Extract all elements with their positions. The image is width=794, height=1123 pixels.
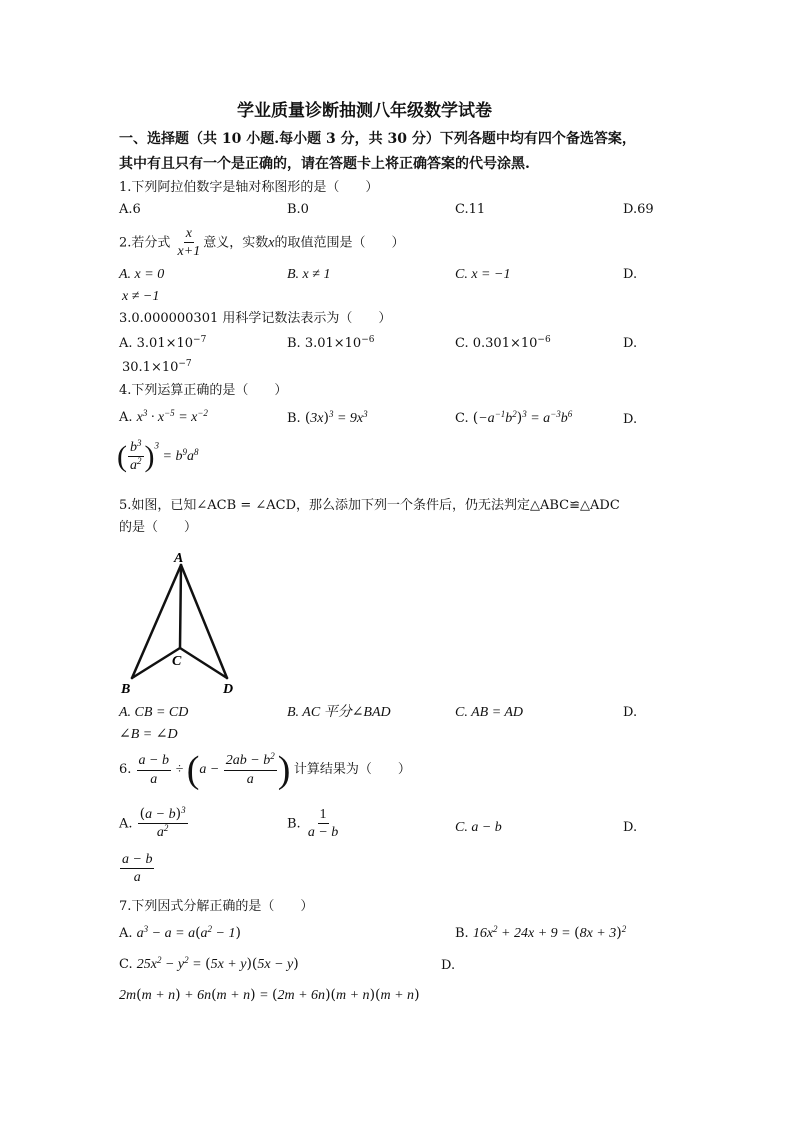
section-instructions-line1: 一、选择题（共 10 小题.每小题 3 分，共 30 分）下列各题中均有四个备选答案， [119, 131, 636, 147]
q4-option-c [455, 411, 572, 426]
q2-option-d-label: D. [623, 267, 638, 282]
q6-option-b-frac: $\frac{1}{a - b}$ [307, 807, 339, 841]
q4-option-a-formula: $x^3 \cdot x^{-5} = x^{-2}$ [136, 408, 208, 425]
q3-option-d [122, 361, 192, 374]
q5-option-b: B. AC 平分∠BAD [287, 705, 391, 720]
q4-option-b-label: B. [287, 411, 301, 426]
q3-option-a-exp: −7 [193, 335, 207, 346]
q2-stem [119, 226, 404, 260]
section-instructions-line2: 其中有且只有一个是正确的，请在答题卡上将正确答案的代号涂黑. [119, 156, 530, 172]
q3-option-a-base: A. 3.01×10 [119, 336, 194, 351]
q4-option-d-formula: ( $\frac{b^3}{a^2}$ )$^3 = b^9a^8$ [117, 438, 199, 474]
q2-fraction-den: x+1 [177, 244, 201, 260]
q3-option-d-exp: −7 [178, 359, 192, 370]
q7-option-a-label: A. [119, 926, 133, 941]
vertex-label-d: D [223, 682, 234, 697]
vertex-label-c: C [172, 654, 182, 669]
q3-option-d-base: 30.1×10 [122, 360, 179, 375]
vertex-label-a: A [174, 551, 184, 566]
q7-option-a [119, 926, 241, 941]
q1-option-c: C.11 [455, 202, 486, 217]
q2-stem-end: 的取值范围是（ ） [274, 235, 405, 251]
q3-stem: 3.0.000000301 用科学记数法表示为（ ） [119, 311, 392, 326]
q2-option-a: A. x = 0 [119, 267, 165, 282]
q3-option-c-base: C. 0.301×10 [455, 336, 538, 351]
q4-option-a-label: A. [119, 410, 133, 425]
q6-option-b [287, 807, 341, 841]
q5-stem-line1: 5.如图，已知∠ACB = ∠ACD，那么添加下列一个条件后，仍无法判定△ABC≌△ADC [119, 498, 620, 513]
q3-option-d-label: D. [623, 336, 638, 351]
segment-ac [180, 565, 181, 648]
q7-option-c-formula: $25x^2 - y^2 = (5x + y)(5x - y)$ [136, 955, 299, 972]
q6-option-a-label: A. [119, 816, 133, 832]
q5-triangle-figure [117, 548, 237, 698]
q6-option-d-frac: $\frac{a - b}{a}$ [122, 852, 153, 886]
q4-option-d-frac: $\frac{b^3}{a^2}$ [130, 438, 142, 474]
q6-option-d-label: D. [623, 820, 638, 835]
q2-var: x [268, 235, 275, 251]
q2-option-b: B. x ≠ 1 [287, 267, 331, 282]
q7-option-d-label: D. [441, 958, 456, 973]
q7-stem: 7.下列因式分解正确的是（ ） [119, 899, 314, 914]
q7-option-b-label: B. [455, 926, 469, 941]
q5-option-c: C. AB = AD [455, 705, 524, 720]
q7-option-b [455, 926, 626, 941]
q3-option-a [119, 337, 206, 350]
q4-option-b-formula: $(3x)^3 = 9x^3$ [304, 409, 368, 426]
q4-option-a [119, 408, 208, 425]
segment-ad [181, 565, 227, 678]
q4-option-c-label: C. [455, 411, 469, 426]
page-title: 学业质量诊断抽测八年级数学试卷 [237, 101, 492, 121]
q4-stem: 4.下列运算正确的是（ ） [119, 383, 288, 398]
q6-option-d [119, 852, 155, 886]
q7-option-b-formula: $16x^2 + 24x + 9 = (8x + 3)^2$ [472, 924, 627, 941]
q1-option-d: D.69 [623, 202, 654, 217]
q3-option-b-exp: −6 [361, 335, 375, 346]
q6-option-a [119, 807, 189, 841]
q5-option-d: ∠B = ∠D [119, 727, 178, 742]
q4-option-c-formula: $(-a^{-1}b^2)^3 = a^{-3}b^6$ [472, 409, 573, 426]
q2-stem-prefix: 2.若分式 [119, 235, 171, 251]
q7-option-c-label: C. [119, 957, 133, 972]
q2-option-c: C. x = −1 [455, 267, 511, 282]
q7-option-d-formula: 2m(m + n) + 6n(m + n) = (2m + 6n)(m + n)(m + n) [119, 987, 420, 1003]
q7-option-a-formula: $a^3 - a = a(a^2 - 1)$ [136, 924, 241, 941]
q3-option-c-exp: −6 [537, 335, 551, 346]
q5-option-a: A. CB = CD [119, 705, 189, 720]
q2-fraction [176, 226, 203, 260]
q1-stem: 1.下列阿拉伯数字是轴对称图形的是（ ） [119, 180, 379, 195]
q6-option-a-frac: $\frac{(a - b)^3}{a^2}$ [139, 805, 186, 841]
q3-option-b [287, 337, 374, 350]
q6-option-b-label: B. [287, 816, 301, 832]
q4-option-d-label: D. [623, 412, 638, 427]
vertex-label-b: B [121, 682, 131, 697]
q2-stem-suffix: 意义，实数 [203, 235, 269, 251]
q6-option-c: C. a − b [455, 820, 502, 835]
q6-suffix: 计算结果为（ ） [293, 762, 411, 778]
q5-option-d-label: D. [623, 705, 638, 720]
q5-stem-line2: 的是（ ） [119, 520, 198, 535]
q3-option-c [455, 337, 551, 350]
q6-stem [119, 751, 411, 789]
q7-option-c [119, 957, 299, 972]
q3-option-b-base: B. 3.01×10 [287, 336, 362, 351]
q4-option-b [287, 411, 368, 426]
q1-option-a: A.6 [119, 202, 141, 217]
q2-option-d: x ≠ −1 [122, 289, 160, 304]
q2-fraction-num: x [184, 226, 194, 243]
q6-expression: $\frac{a - b}{a}$ ÷ (a − $\frac{2ab - b^2}{a}$ ) [138, 749, 291, 791]
q1-option-b: B.0 [287, 202, 309, 217]
q6-prefix: 6. [119, 762, 132, 778]
